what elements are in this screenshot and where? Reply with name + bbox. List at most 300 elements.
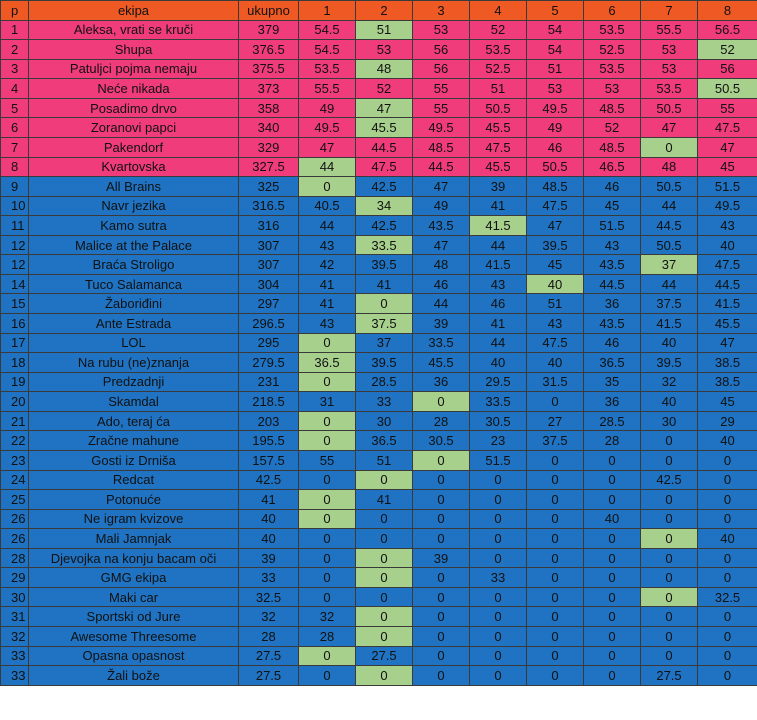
- round-score-cell: 56: [698, 59, 757, 79]
- round-score-cell: 47: [356, 98, 413, 118]
- round-score-cell: 0: [527, 470, 584, 490]
- round-score-cell: 46.5: [584, 157, 641, 177]
- round-score-cell: 44: [413, 294, 470, 314]
- round-score-cell: 0: [527, 392, 584, 412]
- total-cell: 279.5: [239, 353, 299, 373]
- round-score-cell: 0: [584, 646, 641, 666]
- total-cell: 340: [239, 118, 299, 138]
- round-score-cell: 34: [356, 196, 413, 216]
- round-score-cell: 50.5: [641, 235, 698, 255]
- round-score-cell: 47: [527, 216, 584, 236]
- team-name-cell: Aleksa, vrati se kruči: [29, 20, 239, 40]
- table-row: [1, 118, 757, 138]
- round-score-cell: 0: [698, 509, 757, 529]
- round-score-cell: 36: [584, 392, 641, 412]
- rank-cell: 25: [1, 490, 29, 510]
- rank-cell: 30: [1, 587, 29, 607]
- round-score-cell: 48: [413, 255, 470, 275]
- round-score-cell: 0: [413, 627, 470, 647]
- header-round-3: 3: [413, 1, 470, 21]
- round-score-cell: 55.5: [641, 20, 698, 40]
- table-row: [1, 157, 757, 177]
- total-cell: 297: [239, 294, 299, 314]
- team-name-cell: Redcat: [29, 470, 239, 490]
- round-score-cell: 53: [527, 79, 584, 99]
- round-score-cell: 52: [584, 118, 641, 138]
- table-row: [1, 666, 757, 686]
- round-score-cell: 50.5: [470, 98, 527, 118]
- round-score-cell: 49.5: [299, 118, 356, 138]
- table-row: [1, 490, 757, 510]
- round-score-cell: 0: [584, 548, 641, 568]
- round-score-cell: 39: [413, 548, 470, 568]
- round-score-cell: 0: [641, 646, 698, 666]
- round-score-cell: 0: [413, 587, 470, 607]
- total-cell: 296.5: [239, 314, 299, 334]
- round-score-cell: 39.5: [356, 255, 413, 275]
- round-score-cell: 0: [527, 607, 584, 627]
- round-score-cell: 36.5: [299, 353, 356, 373]
- round-score-cell: 45.5: [698, 314, 757, 334]
- round-score-cell: 33.5: [413, 333, 470, 353]
- rank-cell: 29: [1, 568, 29, 588]
- team-name-cell: Awesome Threesome: [29, 627, 239, 647]
- round-score-cell: 0: [470, 607, 527, 627]
- total-cell: 316: [239, 216, 299, 236]
- table-row: [1, 372, 757, 392]
- round-score-cell: 43: [299, 314, 356, 334]
- round-score-cell: 40: [698, 235, 757, 255]
- round-score-cell: 49: [413, 196, 470, 216]
- round-score-cell: 50.5: [698, 79, 757, 99]
- team-name-cell: Na rubu (ne)znanja: [29, 353, 239, 373]
- round-score-cell: 0: [698, 646, 757, 666]
- table-row: [1, 216, 757, 236]
- round-score-cell: 44: [299, 157, 356, 177]
- round-score-cell: 55: [413, 98, 470, 118]
- round-score-cell: 45: [527, 255, 584, 275]
- round-score-cell: 0: [470, 529, 527, 549]
- round-score-cell: 45: [698, 392, 757, 412]
- round-score-cell: 36.5: [356, 431, 413, 451]
- header-round-4: 4: [470, 1, 527, 21]
- round-score-cell: 0: [413, 646, 470, 666]
- total-cell: 358: [239, 98, 299, 118]
- round-score-cell: 0: [356, 529, 413, 549]
- table-row: [1, 411, 757, 431]
- team-name-cell: Patuljci pojma nemaju: [29, 59, 239, 79]
- round-score-cell: 43.5: [584, 314, 641, 334]
- round-score-cell: 0: [584, 450, 641, 470]
- total-cell: 28: [239, 627, 299, 647]
- round-score-cell: 0: [470, 490, 527, 510]
- round-score-cell: 0: [584, 529, 641, 549]
- team-name-cell: Ante Estrada: [29, 314, 239, 334]
- round-score-cell: 0: [470, 470, 527, 490]
- round-score-cell: 41.5: [470, 216, 527, 236]
- table-row: [1, 235, 757, 255]
- table-row: [1, 79, 757, 99]
- table-row: [1, 627, 757, 647]
- round-score-cell: 37.5: [356, 314, 413, 334]
- total-cell: 27.5: [239, 666, 299, 686]
- rank-cell: 19: [1, 372, 29, 392]
- table-row: [1, 450, 757, 470]
- round-score-cell: 31.5: [527, 372, 584, 392]
- round-score-cell: 44: [299, 216, 356, 236]
- round-score-cell: 46: [470, 294, 527, 314]
- round-score-cell: 41.5: [641, 314, 698, 334]
- round-score-cell: 54.5: [299, 20, 356, 40]
- round-score-cell: 33.5: [470, 392, 527, 412]
- team-name-cell: Gosti iz Drniša: [29, 450, 239, 470]
- round-score-cell: 30: [356, 411, 413, 431]
- round-score-cell: 44: [470, 235, 527, 255]
- table-row: [1, 529, 757, 549]
- round-score-cell: 33.5: [356, 235, 413, 255]
- round-score-cell: 38.5: [698, 372, 757, 392]
- round-score-cell: 40: [527, 353, 584, 373]
- round-score-cell: 0: [356, 548, 413, 568]
- table-row: [1, 509, 757, 529]
- round-score-cell: 42.5: [356, 216, 413, 236]
- round-score-cell: 0: [584, 627, 641, 647]
- round-score-cell: 0: [527, 548, 584, 568]
- table-row: [1, 314, 757, 334]
- team-name-cell: Zračne mahune: [29, 431, 239, 451]
- round-score-cell: 40: [698, 431, 757, 451]
- round-score-cell: 0: [527, 646, 584, 666]
- round-score-cell: 46: [527, 137, 584, 157]
- rank-cell: 12: [1, 255, 29, 275]
- team-name-cell: GMG ekipa: [29, 568, 239, 588]
- round-score-cell: 0: [413, 392, 470, 412]
- round-score-cell: 47.5: [698, 255, 757, 275]
- round-score-cell: 0: [356, 587, 413, 607]
- round-score-cell: 0: [356, 509, 413, 529]
- round-score-cell: 54.5: [299, 40, 356, 60]
- round-score-cell: 49: [527, 118, 584, 138]
- header-round-8: 8: [698, 1, 757, 21]
- round-score-cell: 53: [356, 40, 413, 60]
- round-score-cell: 45.5: [356, 118, 413, 138]
- round-score-cell: 0: [584, 587, 641, 607]
- team-name-cell: Sportski od Jure: [29, 607, 239, 627]
- total-cell: 42.5: [239, 470, 299, 490]
- table-body: [1, 20, 757, 685]
- round-score-cell: 0: [470, 509, 527, 529]
- round-score-cell: 39.5: [641, 353, 698, 373]
- round-score-cell: 37: [641, 255, 698, 275]
- table-row: [1, 607, 757, 627]
- team-name-cell: Zoranovi papci: [29, 118, 239, 138]
- team-name-cell: Predzadnji: [29, 372, 239, 392]
- round-score-cell: 41: [470, 314, 527, 334]
- round-score-cell: 31: [299, 392, 356, 412]
- round-score-cell: 51.5: [698, 177, 757, 197]
- rank-cell: 5: [1, 98, 29, 118]
- round-score-cell: 53: [641, 59, 698, 79]
- rank-cell: 4: [1, 79, 29, 99]
- round-score-cell: 46: [584, 333, 641, 353]
- round-score-cell: 53.5: [299, 59, 356, 79]
- round-score-cell: 41.5: [470, 255, 527, 275]
- round-score-cell: 0: [470, 587, 527, 607]
- round-score-cell: 52: [356, 79, 413, 99]
- team-name-cell: Pakendorf: [29, 137, 239, 157]
- round-score-cell: 32.5: [698, 587, 757, 607]
- round-score-cell: 0: [413, 509, 470, 529]
- rank-cell: 12: [1, 235, 29, 255]
- round-score-cell: 50.5: [641, 98, 698, 118]
- rank-cell: 31: [1, 607, 29, 627]
- round-score-cell: 27.5: [641, 666, 698, 686]
- round-score-cell: 0: [641, 627, 698, 647]
- round-score-cell: 44.5: [698, 274, 757, 294]
- team-name-cell: Malice at the Palace: [29, 235, 239, 255]
- header-row: [1, 1, 757, 21]
- round-score-cell: 0: [299, 646, 356, 666]
- round-score-cell: 52.5: [584, 40, 641, 60]
- team-name-cell: Shupa: [29, 40, 239, 60]
- round-score-cell: 0: [527, 509, 584, 529]
- round-score-cell: 47: [698, 137, 757, 157]
- round-score-cell: 0: [470, 548, 527, 568]
- total-cell: 295: [239, 333, 299, 353]
- round-score-cell: 52: [698, 40, 757, 60]
- header-round-6: 6: [584, 1, 641, 21]
- round-score-cell: 48: [356, 59, 413, 79]
- round-score-cell: 40: [641, 392, 698, 412]
- round-score-cell: 40.5: [299, 196, 356, 216]
- table-row: [1, 59, 757, 79]
- rank-cell: 20: [1, 392, 29, 412]
- round-score-cell: 55: [698, 98, 757, 118]
- round-score-cell: 0: [527, 587, 584, 607]
- round-score-cell: 0: [698, 450, 757, 470]
- table-row: [1, 333, 757, 353]
- round-score-cell: 45: [584, 196, 641, 216]
- round-score-cell: 27.5: [356, 646, 413, 666]
- table-row: [1, 470, 757, 490]
- round-score-cell: 0: [584, 568, 641, 588]
- round-score-cell: 43: [299, 235, 356, 255]
- round-score-cell: 43: [584, 235, 641, 255]
- round-score-cell: 45: [698, 157, 757, 177]
- total-cell: 33: [239, 568, 299, 588]
- round-score-cell: 0: [413, 607, 470, 627]
- table-row: [1, 568, 757, 588]
- rank-cell: 2: [1, 40, 29, 60]
- round-score-cell: 46: [413, 274, 470, 294]
- round-score-cell: 53.5: [584, 59, 641, 79]
- rank-cell: 33: [1, 646, 29, 666]
- round-score-cell: 0: [584, 470, 641, 490]
- team-name-cell: Neće nikada: [29, 79, 239, 99]
- round-score-cell: 33: [470, 568, 527, 588]
- round-score-cell: 41.5: [698, 294, 757, 314]
- round-score-cell: 47: [698, 333, 757, 353]
- round-score-cell: 53: [413, 20, 470, 40]
- team-name-cell: Braća Stroligo: [29, 255, 239, 275]
- round-score-cell: 44.5: [584, 274, 641, 294]
- round-score-cell: 0: [527, 666, 584, 686]
- round-score-cell: 0: [356, 294, 413, 314]
- round-score-cell: 53.5: [470, 40, 527, 60]
- round-score-cell: 40: [584, 509, 641, 529]
- round-score-cell: 36: [584, 294, 641, 314]
- total-cell: 327.5: [239, 157, 299, 177]
- round-score-cell: 51.5: [470, 450, 527, 470]
- total-cell: 307: [239, 235, 299, 255]
- rank-cell: 9: [1, 177, 29, 197]
- header-rank: p: [1, 1, 29, 21]
- round-score-cell: 0: [470, 666, 527, 686]
- rank-cell: 1: [1, 20, 29, 40]
- round-score-cell: 43: [470, 274, 527, 294]
- round-score-cell: 53: [641, 40, 698, 60]
- round-score-cell: 41: [299, 274, 356, 294]
- round-score-cell: 0: [356, 666, 413, 686]
- round-score-cell: 40: [641, 333, 698, 353]
- team-name-cell: Žali bože: [29, 666, 239, 686]
- round-score-cell: 0: [413, 568, 470, 588]
- round-score-cell: 49: [299, 98, 356, 118]
- round-score-cell: 51: [527, 59, 584, 79]
- round-score-cell: 0: [470, 646, 527, 666]
- round-score-cell: 0: [698, 607, 757, 627]
- total-cell: 27.5: [239, 646, 299, 666]
- header-total: ukupno: [239, 1, 299, 21]
- round-score-cell: 51: [356, 450, 413, 470]
- table-row: [1, 646, 757, 666]
- rank-cell: 17: [1, 333, 29, 353]
- rank-cell: 11: [1, 216, 29, 236]
- round-score-cell: 0: [470, 627, 527, 647]
- round-score-cell: 0: [641, 137, 698, 157]
- round-score-cell: 49.5: [698, 196, 757, 216]
- round-score-cell: 0: [584, 490, 641, 510]
- table-row: [1, 196, 757, 216]
- round-score-cell: 47.5: [527, 333, 584, 353]
- team-name-cell: Navr jezika: [29, 196, 239, 216]
- team-name-cell: Mali Jamnjak: [29, 529, 239, 549]
- round-score-cell: 43.5: [584, 255, 641, 275]
- round-score-cell: 45.5: [413, 353, 470, 373]
- rank-cell: 7: [1, 137, 29, 157]
- rank-cell: 3: [1, 59, 29, 79]
- round-score-cell: 44: [470, 333, 527, 353]
- total-cell: 316.5: [239, 196, 299, 216]
- round-score-cell: 41: [356, 490, 413, 510]
- round-score-cell: 35: [584, 372, 641, 392]
- round-score-cell: 0: [299, 568, 356, 588]
- team-name-cell: Ne igram kvizove: [29, 509, 239, 529]
- rank-cell: 22: [1, 431, 29, 451]
- header-round-5: 5: [527, 1, 584, 21]
- round-score-cell: 47: [299, 137, 356, 157]
- team-name-cell: Ado, teraj ća: [29, 411, 239, 431]
- round-score-cell: 0: [299, 490, 356, 510]
- table-row: [1, 431, 757, 451]
- round-score-cell: 0: [356, 470, 413, 490]
- rank-cell: 23: [1, 450, 29, 470]
- round-score-cell: 56: [413, 40, 470, 60]
- round-score-cell: 55.5: [299, 79, 356, 99]
- rank-cell: 26: [1, 529, 29, 549]
- rank-cell: 33: [1, 666, 29, 686]
- total-cell: 39: [239, 548, 299, 568]
- table-row: [1, 137, 757, 157]
- round-score-cell: 0: [299, 177, 356, 197]
- table-row: [1, 392, 757, 412]
- round-score-cell: 56: [413, 59, 470, 79]
- round-score-cell: 52: [470, 20, 527, 40]
- round-score-cell: 28: [584, 431, 641, 451]
- team-name-cell: Opasna opasnost: [29, 646, 239, 666]
- table-row: [1, 548, 757, 568]
- round-score-cell: 0: [413, 450, 470, 470]
- rank-cell: 10: [1, 196, 29, 216]
- table-row: [1, 294, 757, 314]
- total-cell: 373: [239, 79, 299, 99]
- round-score-cell: 0: [299, 666, 356, 686]
- round-score-cell: 0: [641, 568, 698, 588]
- total-cell: 307: [239, 255, 299, 275]
- round-score-cell: 42.5: [641, 470, 698, 490]
- round-score-cell: 37: [356, 333, 413, 353]
- round-score-cell: 47.5: [527, 196, 584, 216]
- total-cell: 157.5: [239, 450, 299, 470]
- round-score-cell: 44.5: [356, 137, 413, 157]
- round-score-cell: 44: [641, 196, 698, 216]
- total-cell: 218.5: [239, 392, 299, 412]
- round-score-cell: 0: [641, 431, 698, 451]
- round-score-cell: 51: [356, 20, 413, 40]
- round-score-cell: 30: [641, 411, 698, 431]
- round-score-cell: 0: [641, 607, 698, 627]
- round-score-cell: 55: [299, 450, 356, 470]
- round-score-cell: 0: [299, 529, 356, 549]
- team-name-cell: Kamo sutra: [29, 216, 239, 236]
- round-score-cell: 48.5: [527, 177, 584, 197]
- round-score-cell: 40: [527, 274, 584, 294]
- round-score-cell: 42.5: [356, 177, 413, 197]
- total-cell: 203: [239, 411, 299, 431]
- round-score-cell: 0: [413, 490, 470, 510]
- round-score-cell: 33: [356, 392, 413, 412]
- round-score-cell: 0: [299, 470, 356, 490]
- round-score-cell: 0: [299, 333, 356, 353]
- round-score-cell: 52.5: [470, 59, 527, 79]
- round-score-cell: 0: [527, 450, 584, 470]
- round-score-cell: 0: [641, 450, 698, 470]
- round-score-cell: 41: [470, 196, 527, 216]
- round-score-cell: 39: [413, 314, 470, 334]
- round-score-cell: 56.5: [698, 20, 757, 40]
- round-score-cell: 30.5: [413, 431, 470, 451]
- round-score-cell: 36.5: [584, 353, 641, 373]
- round-score-cell: 48: [641, 157, 698, 177]
- round-score-cell: 0: [641, 587, 698, 607]
- rank-cell: 14: [1, 274, 29, 294]
- round-score-cell: 0: [698, 666, 757, 686]
- total-cell: 375.5: [239, 59, 299, 79]
- round-score-cell: 42: [299, 255, 356, 275]
- round-score-cell: 0: [299, 372, 356, 392]
- table-row: [1, 274, 757, 294]
- total-cell: 379: [239, 20, 299, 40]
